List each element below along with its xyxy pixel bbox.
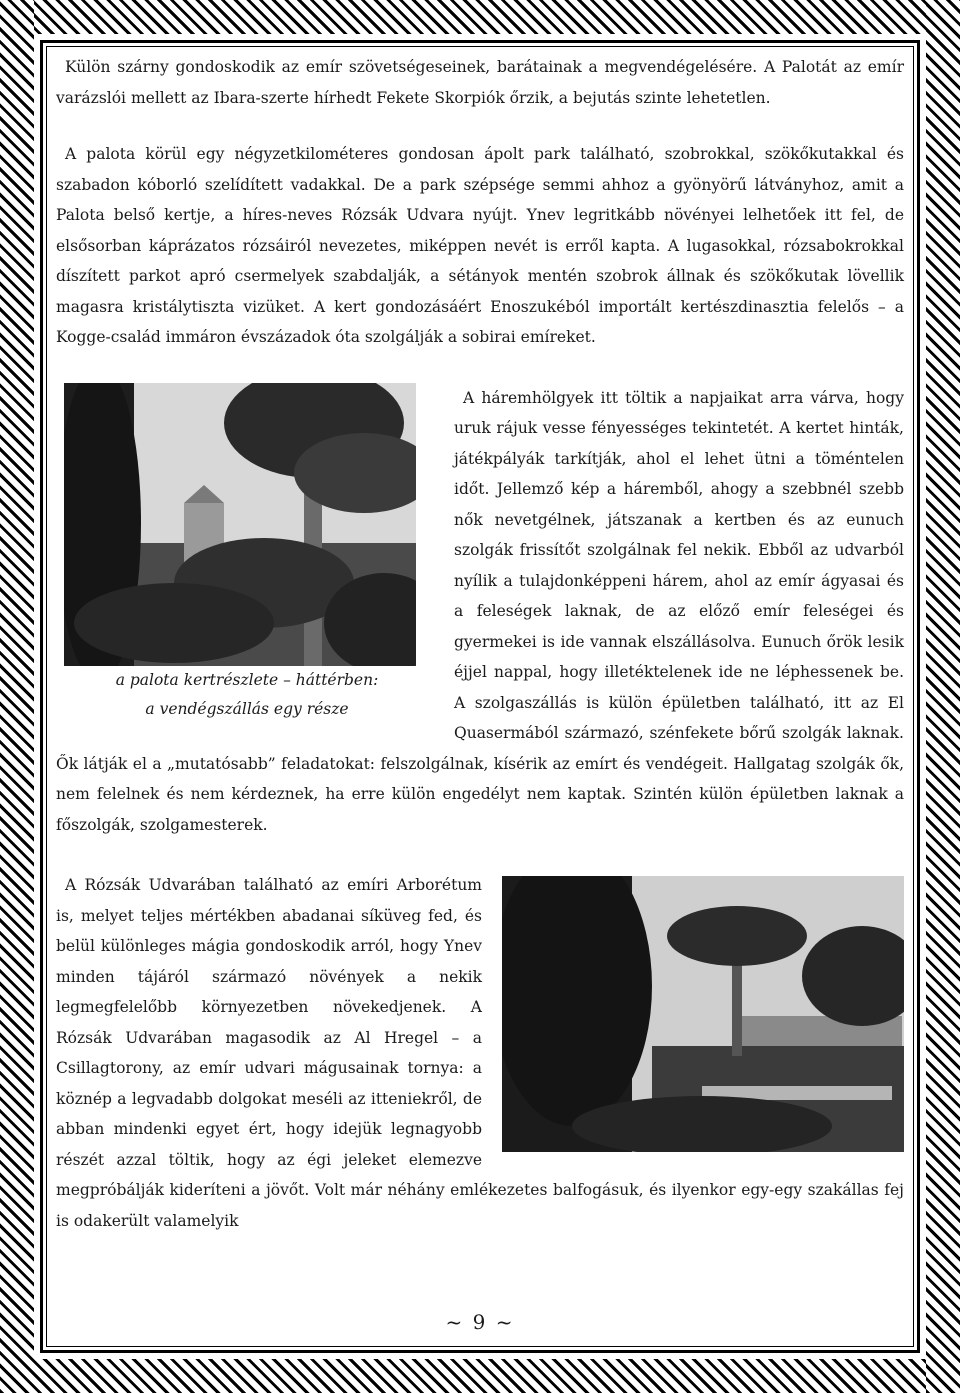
decorative-border-left [0, 0, 34, 1393]
arboretum-photo [502, 876, 904, 1152]
page-content [56, 52, 904, 1236]
figure-caption-line1: a palota kertrészlete – háttérben: [115, 670, 379, 689]
decorative-border-bottom [0, 1359, 960, 1393]
figure-caption-line2: a vendégszállás egy része [145, 699, 349, 718]
decorative-border-right [926, 0, 960, 1393]
figure-arboretum [502, 876, 904, 1152]
garden-photo [64, 383, 416, 666]
paragraph-harem: A háremhölgyek itt töltik a napjaikat arra várva, hogy uruk rájuk vesse fényességes tekintetét. A kertet hinták, játékpályák tarkítják, ahol el lehet ütni a töméntelen időt. Jellemző kép a háremből, ahogy a szebbnél szebb nők nevetgélnek, játszanak a kertben és az eunuch szolgák frissítőt szolgálnak fel nekik. Ebből az udvarból nyílik a tulajdonképpeni hárem, ahol az emír ágyasai és a feleségek laknak, de az előző emír feleségei és gyermekei is ide vannak elszállásolva. Eunuch őrök lesik éjjel nappal, hogy illetéktelenek ide ne léphessenek be. A szolgaszállás is külön épületben található, itt az El Quasermából származó, szénfekete bőrű szolgák laknak. Ők látják el a „mutatósabb” feladatokat: felszolgálnak, kísérik az emírt és vendégeit. Hallgatag szolgák ők, nem felelnek és nem kérdeznek, ha erre külön engedélyt nem kaptak. Szintén külön épületben laknak a főszolgák, szolgamesterek. [56, 388, 904, 834]
decorative-border-top [0, 0, 960, 34]
garden-photo-image [64, 383, 416, 666]
arboretum-photo-image [502, 876, 904, 1152]
figure-garden [56, 383, 438, 724]
page-number: ~ 9 ~ [445, 1310, 515, 1334]
paragraph-park: A palota körül egy négyzetkilométeres gondosan ápolt park található, szobrokkal, szökőkutakkal és szabadon kóborló szelídített vadakkal. De a park szépsége semmi ahhoz a gyönyörű látványhoz, amit a Palota belső kertje, a híres-neves Rózsák Udvara nyújt. Ynev legritkább növényei lelhetőek itt fel, de elsősorban káprázatos rózsáiról nevezetes, miképpen nevét is erről kapta. A lugasokkal, rózsabokrokkal díszített parkot apró csermelyek szabdalják, a sétányok mentén szobrok állnak és szökőkutak lövellik magasra kristálytiszta vizüket. A kert gondozásáért Enoszukéból importált kertészdinasztia felelős – a Kogge-család immáron évszázadok óta szolgálják a sobirai emíreket. [56, 145, 904, 346]
paragraph-arboretum: A Rózsák Udvarában található az emíri Arborétum is, melyet teljes mértékben abadanai síküveg fed, és belül különleges mágia gondoskodik arról, hogy Ynev minden tájáról származó növények a nekik legmegfelelőbb környezetben növekedjenek. A Rózsák Udvarában magasodik az Al Hregel – a Csillagtorony, az emír udvari mágusainak tornya: a köznép a legvadabb dolgokat meséli az itteniekről, de abban mindenki egyet ért, hogy idejük legnagyobb részét azzal töltik, hogy az égi jeleket elemezve megpróbálják kideríteni a jövőt. Volt már néhány emlékezetes balfogásuk, és ilyenkor egy-egy szakállas fej is odakerült valamelyik [56, 876, 904, 1230]
paragraph-guests: Külön szárny gondoskodik az emír szövetségeseinek, barátainak a megvendégelésére. A Palotát az emír varázslói mellett az Ibara-szerte hírhedt Fekete Skorpiók őrzik, a bejutás szinte lehetetlen. [56, 58, 904, 107]
